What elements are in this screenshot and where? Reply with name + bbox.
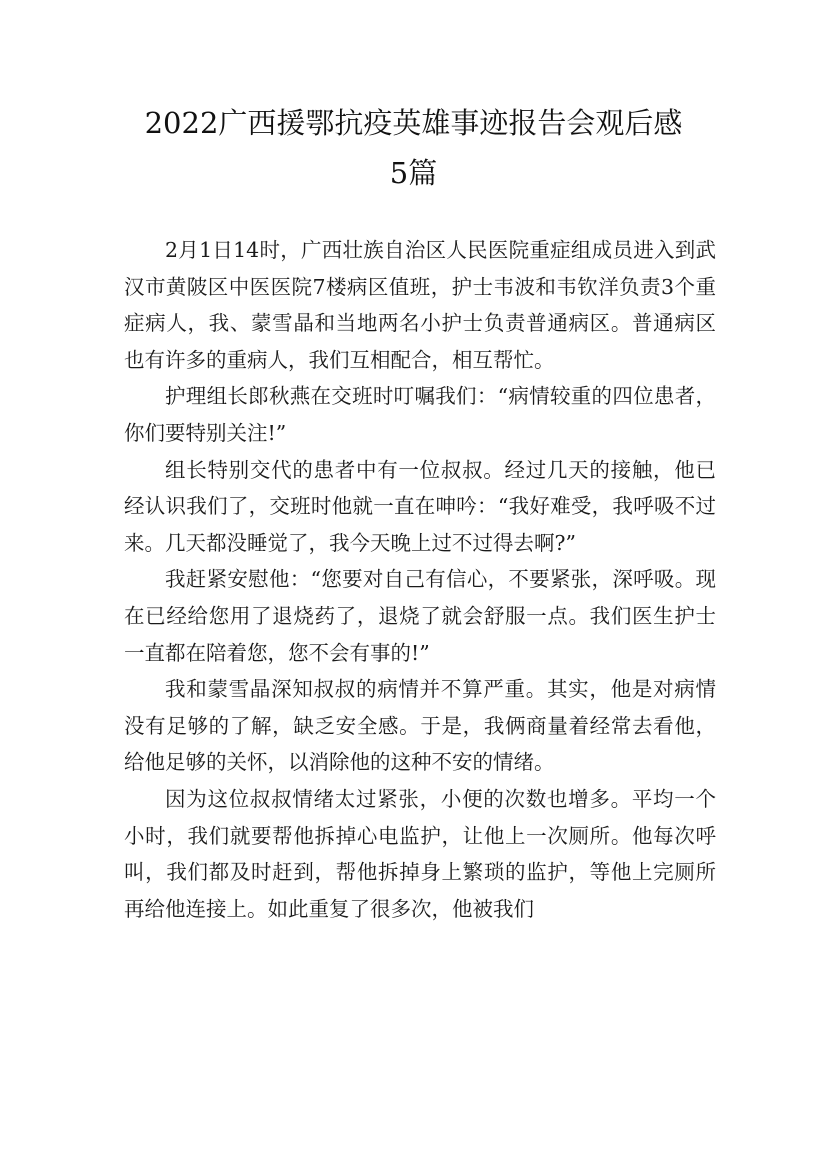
paragraph-6: 因为这位叔叔情绪太过紧张，小便的次数也增多。平均一个小时，我们就要帮他拆掉心电监护，让他上一次厕所。他每次呼叫，我们都及时赶到，帮他拆掉身上繁琐的监护，等他上完厕所再给他连接上。如此重复了很多次，他被我们 bbox=[124, 786, 716, 921]
document-title bbox=[110, 98, 717, 198]
document-body bbox=[124, 232, 716, 927]
paragraph-1: 2月1日14时，广西壮族自治区人民医院重症组成员进入到武汉市黄陂区中医医院7楼病区值班，护士韦波和韦钦洋负责3个重症病人，我、蒙雪晶和当地两名小护士负责普通病区。普通病区也有许多的重病人，我们互相配合，相互帮忙。 bbox=[124, 238, 716, 372]
paragraph-4: 我赶紧安慰他：“您要对自己有信心，不要紧张，深呼吸。现在已经给您用了退烧药了，退烧了就会舒服一点。我们医生护士一直都在陪着您，您不会有事的!” bbox=[124, 567, 716, 665]
paragraph-5: 我和蒙雪晶深知叔叔的病情并不算严重。其实，他是对病情没有足够的了解，缺乏安全感。于是，我俩商量着经常去看他，给他足够的关怀，以消除他的这种不安的情绪。 bbox=[124, 677, 716, 775]
paragraph-3: 组长特别交代的患者中有一位叔叔。经过几天的接触，他已经认识我们了，交班时他就一直在呻吟：“我好难受，我呼吸不过来。几天都没睡觉了，我今天晚上过不过得去啊?” bbox=[124, 457, 716, 555]
title-line-1: 2022广西援鄂抗疫英雄事迹报告会观后感 bbox=[144, 106, 683, 140]
paragraph-2: 护理组长郎秋燕在交班时叮嘱我们：“病情较重的四位患者，你们要特别关注!” bbox=[124, 384, 716, 445]
title-line-2: 5篇 bbox=[389, 156, 438, 190]
